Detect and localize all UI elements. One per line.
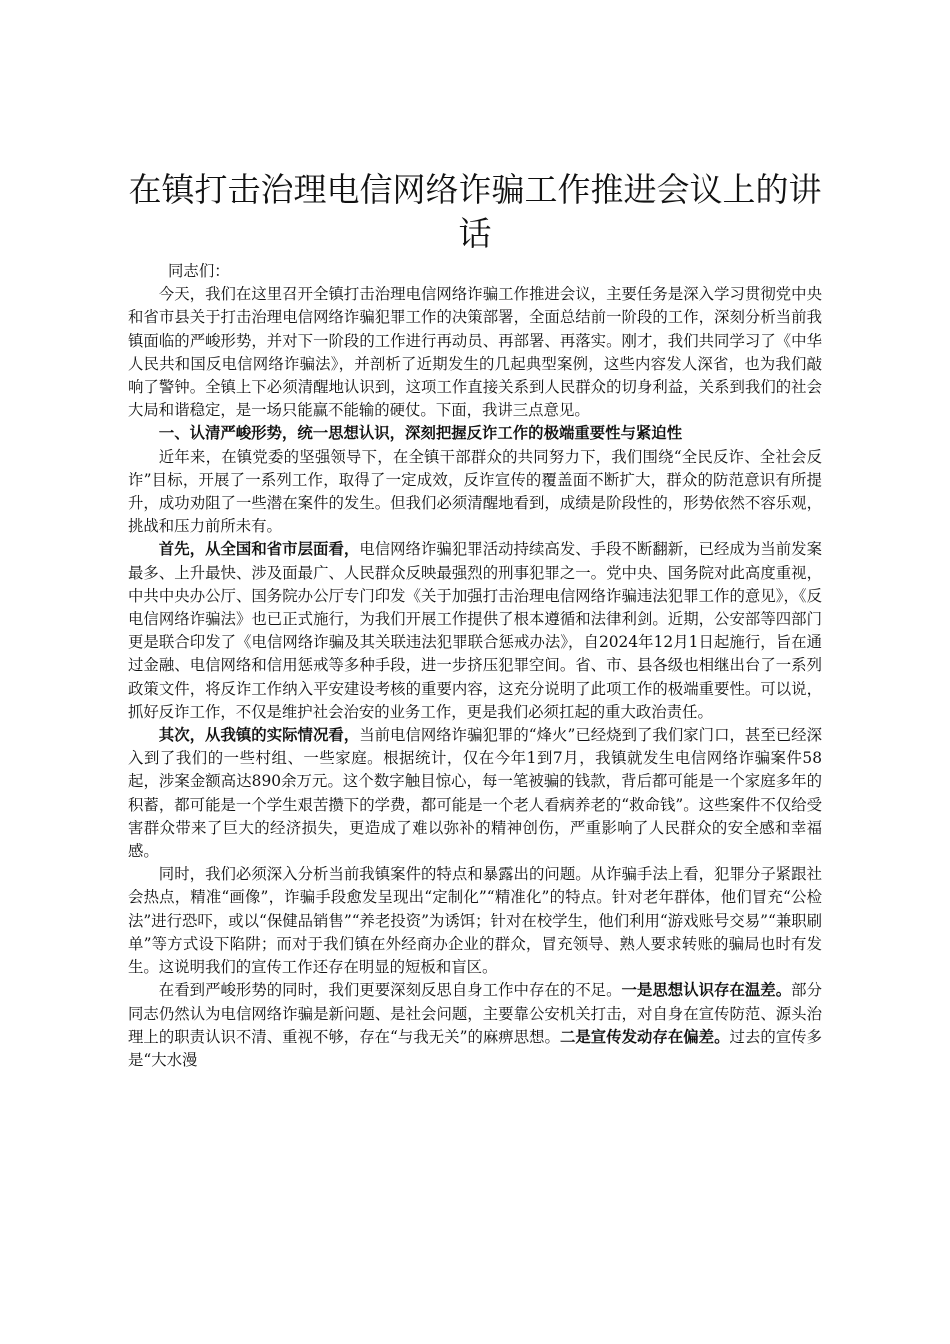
lead-phrase-town: 其次，从我镇的实际情况看， — [158, 726, 360, 745]
document-title: 在镇打击治理电信网络诈骗工作推进会议上的讲话 — [128, 170, 822, 253]
point-one-heading: 一是思想认识存在温差。 — [621, 981, 792, 1000]
lead-phrase-national: 首先，从全国和省市层面看， — [158, 540, 360, 559]
document-page — [128, 168, 822, 1072]
greeting: 同志们： — [168, 262, 230, 280]
section-heading-1: 一、认清严峻形势，统一思想认识，深刻把握反诈工作的极端重要性与紧迫性 — [158, 424, 683, 443]
paragraph-national-body: 电信网络诈骗犯罪活动持续高发、手段不断翻新，已经成为当前发案最多、上升最快、涉及面最广、人民群众反映最强烈的刑事犯罪之一。党中央、国务院对此高度重视，中共中央办公厅、国务院办公厅专门印发《关于加强打击治理电信网络诈骗违法犯罪工作的意见》，《反电信网络诈骗法》也已正式施行，为我们开展工作提供了根本遵循和法律利剑。近期，公安部等四部门更是联合印发了《电信网络诈骗及其关联违法犯罪联合惩戒办法》，自2024年12月1日起施行，旨在通过金融、电信网络和信用惩戒等多种手段，进一步挤压犯罪空间。省、市、县各级也相继出台了一系列政策文件，将反诈工作纳入平安建设考核的重要内容，这充分说明了此项工作的极端重要性。可以说，抓好反诈工作，不仅是维护社会治安的业务工作，更是我们必须扛起的重大政治责任。 — [128, 540, 822, 721]
paragraph-shortcomings — [128, 979, 822, 1072]
paragraph-town-body: 当前电信网络诈骗犯罪的“烽火”已经烧到了我们家门口，甚至已经深入到了我们的一些村组、一些家庭。根据统计，仅在今年1到7月，我镇就发生电信网络诈骗案件58起，涉案金额高达890余万元。这个数字触目惊心，每一笔被骗的钱款，背后都可能是一个家庭多年的积蓄，都可能是一个学生艰苦攒下的学费，都可能是一个老人看病养老的“救命钱”。这些案件不仅给受害群众带来了巨大的经济损失，更造成了难以弥补的精神创伤，严重影响了人民群众的安全感和幸福感。 — [128, 726, 822, 861]
paragraph-achievements: 近年来，在镇党委的坚强领导下，在全镇干部群众的共同努力下，我们围绕“全民反诈、全社会反诈”目标，开展了一系列工作，取得了一定成效，反诈宣传的覆盖面不断扩大，群众的防范意识有所提升，成功劝阻了一些潜在案件的发生。但我们必须清醒地看到，成绩是阶段性的，形势依然不容乐观，挑战和压力前所未有。 — [128, 447, 822, 536]
point-one-body: 部分同志仍然认为电信网络诈骗是新问题、是社会问题，主要靠公安机关打击，对自身在宣传防范、源头治理上的职责认识不清、重视不够，存在“与我无关”的麻痹思想。 — [128, 981, 822, 1046]
shortcomings-intro: 在看到严峻形势的同时，我们更要深刻反思自身工作中存在的不足。 — [158, 981, 622, 1000]
paragraph-intro: 今天，我们在这里召开全镇打击治理电信网络诈骗工作推进会议，主要任务是深入学习贯彻党中央和省市县关于打击治理电信网络诈骗犯罪工作的决策部署，全面总结前一阶段的工作，深刻分析当前我镇面临的严峻形势，并对下一阶段的工作进行再动员、再部署、再落实。刚才，我们共同学习了《中华人民共和国反电信网络诈骗法》，并剖析了近期发生的几起典型案例，这些内容发人深省，也为我们敲响了警钟。全镇上下必须清醒地认识到，这项工作直接关系到人民群众的切身利益，关系到我们的社会大局和谐稳定，是一场只能赢不能输的硬仗。下面，我讲三点意见。 — [128, 285, 822, 420]
point-two-body: 过去的宣传多是“大水漫 — [128, 1027, 822, 1069]
paragraph-national-level — [128, 538, 822, 724]
point-two-heading: 二是宣传发动存在偏差。 — [559, 1027, 730, 1046]
paragraph-town-situation — [128, 724, 822, 863]
paragraph-case-analysis: 同时，我们必须深入分析当前我镇案件的特点和暴露出的问题。从诈骗手法上看，犯罪分子紧跟社会热点，精准“画像”，诈骗手段愈发呈现出“定制化”“精准化”的特点。针对老年群体，他们冒充“公检法”进行恐吓，或以“保健品销售”“养老投资”为诱饵；针对在校学生，他们利用“游戏账号交易”“兼职刷单”等方式设下陷阱；而对于我们镇在外经商办企业的群众，冒充领导、熟人要求转账的骗局也时有发生。这说明我们的宣传工作还存在明显的短板和盲区。 — [128, 865, 822, 977]
